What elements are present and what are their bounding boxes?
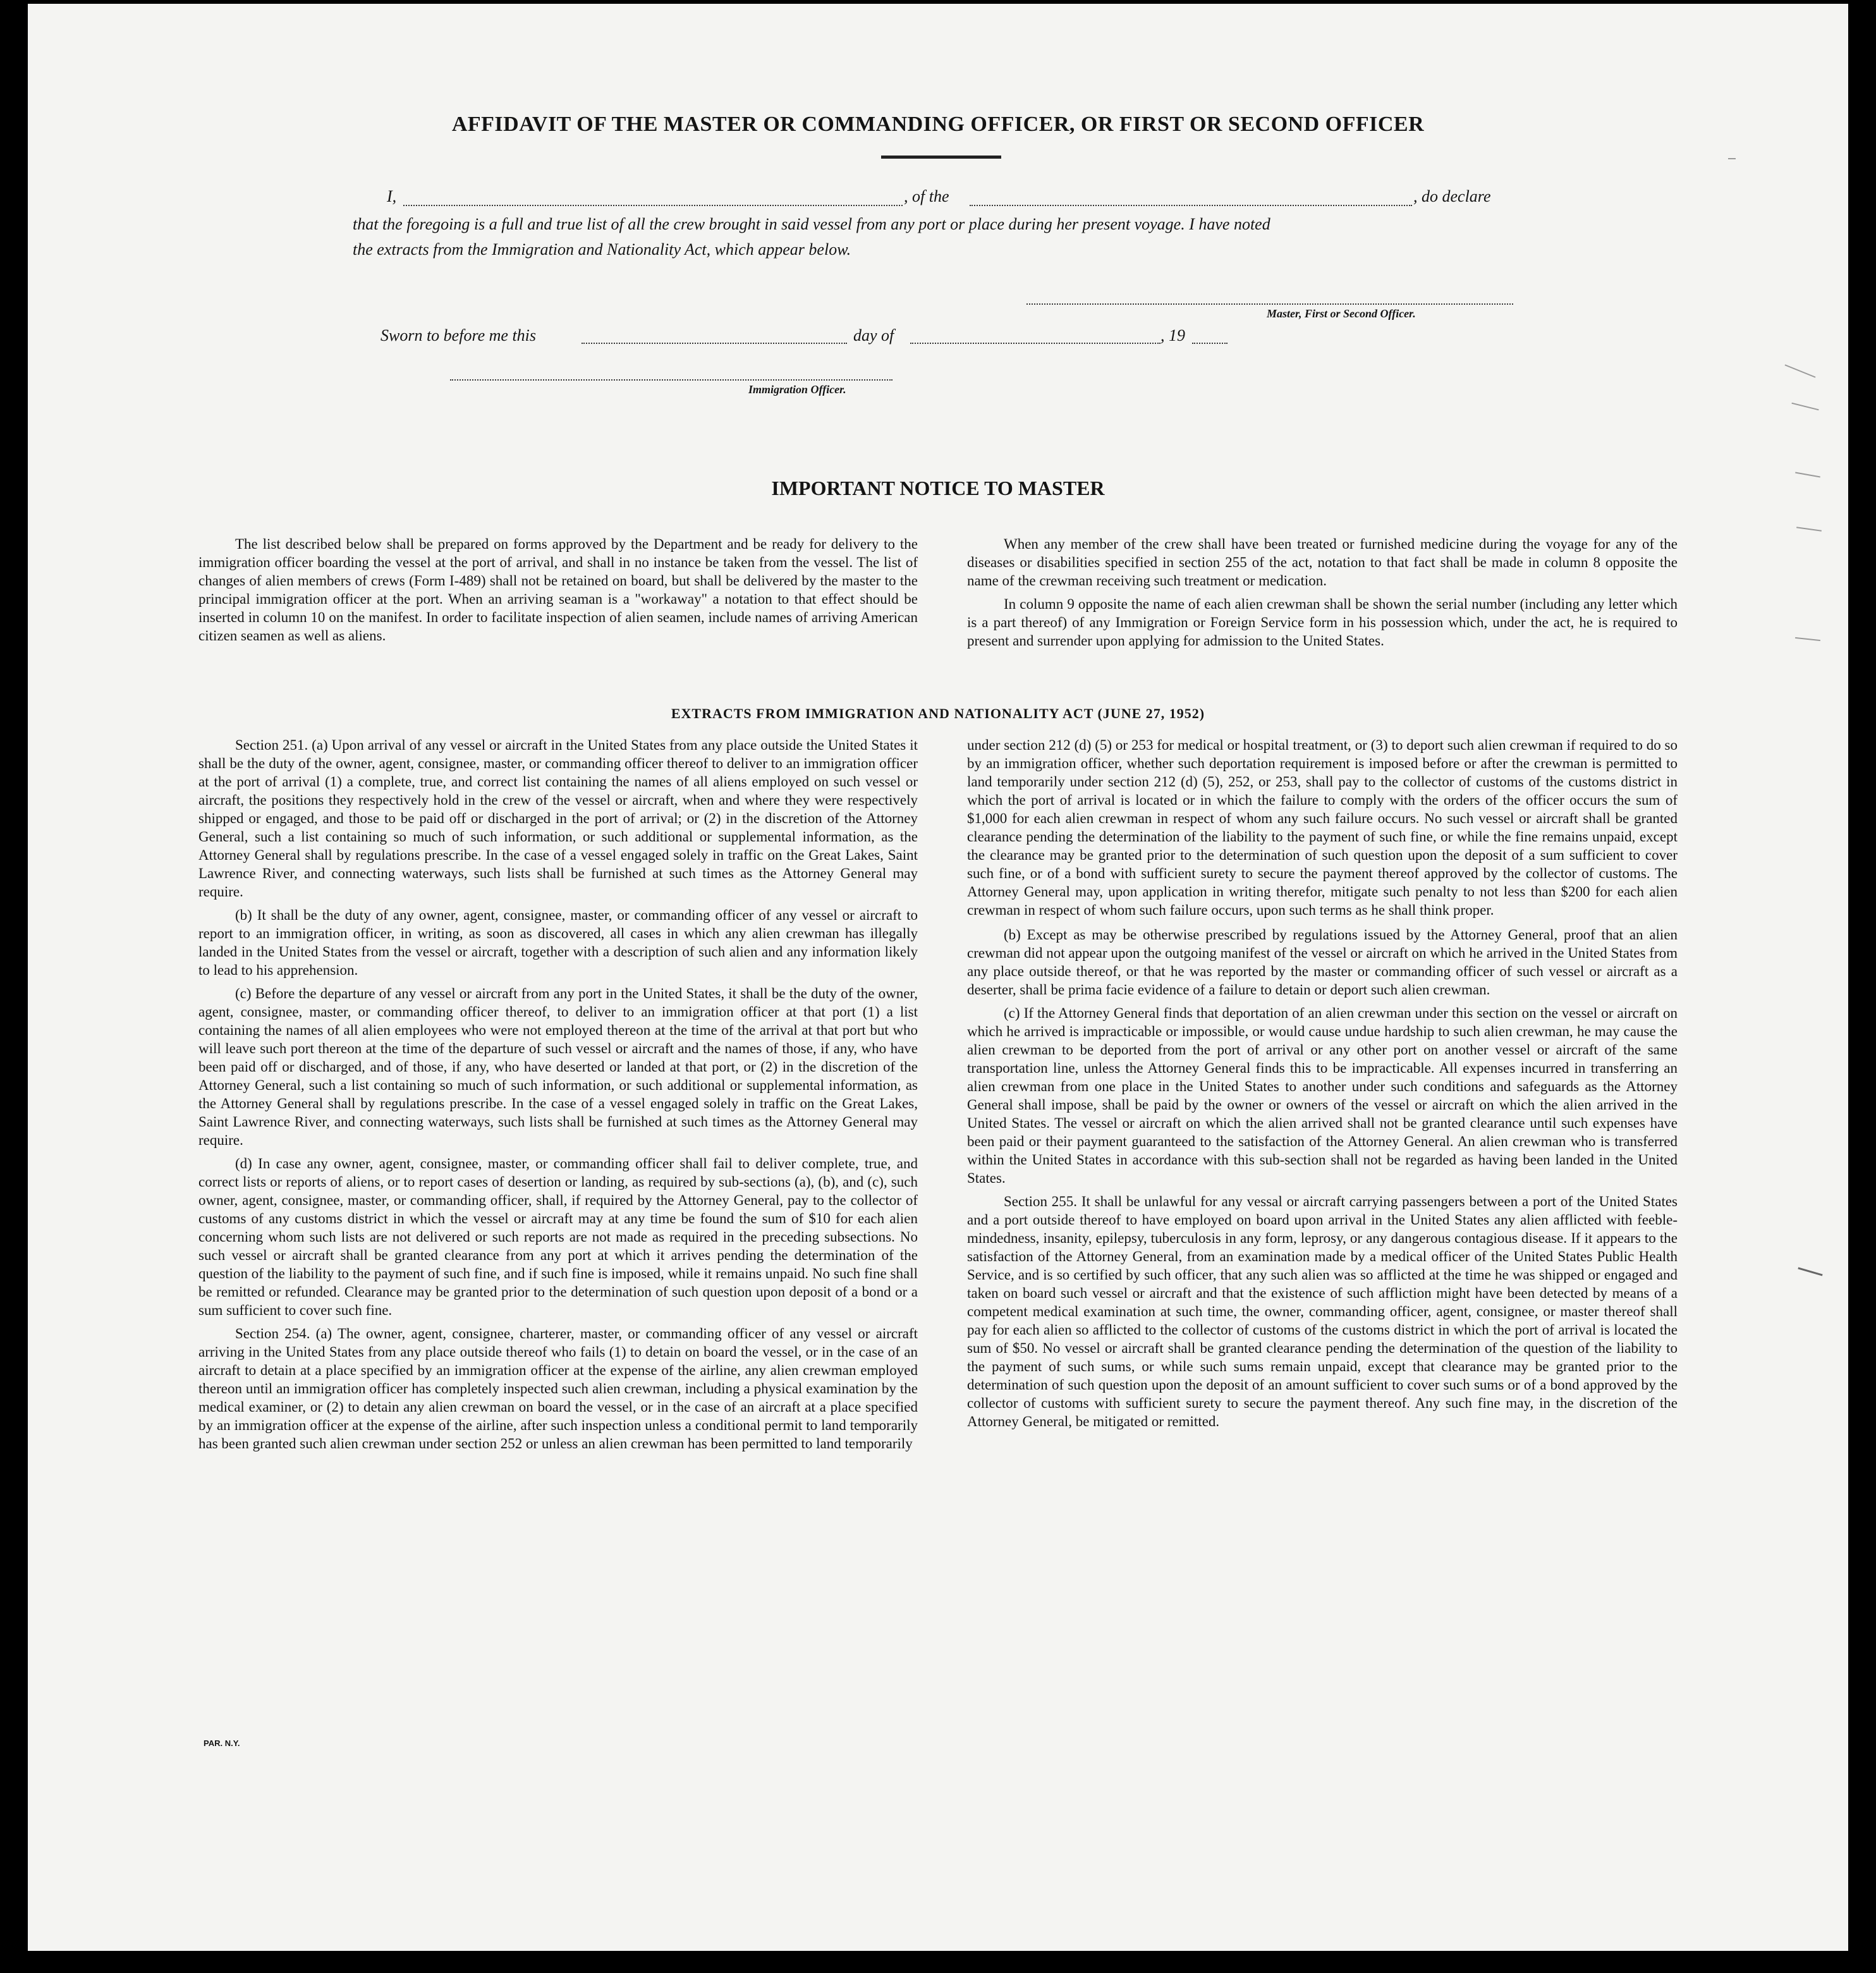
- notice-right-paragraph-1: When any member of the crew shall have been treated or furnished medicine during the voyage for any of the diseases or disabilities specified in section 255 of the act, notation to that fact shall be made in column 8 opposite the name of the crewman receiving such treatment or medication.: [967, 536, 1678, 589]
- scan-mark: [1795, 637, 1820, 641]
- officer-caption: Immigration Officer.: [748, 383, 846, 396]
- section-255: Section 255. It shall be unlawful for any vessal or aircraft carrying passengers between a port of the United States and a port outside thereof to have employed on board upon arrival in the United States any alien afflicted with feeble-mindedness, insanity, epilepsy, tuberculosis in any form, leprosy, or any dangerous contagious disease. If it appears to the satisfaction of the Attorney General, from an examination made by a medical officer of the United States Public Health Service, and is so certified by such officer, that any such alien was so afflicted at the time he was shipped or engaged and taken on board such vessel or aircraft and that the existence of such affliction might have been detected by means of a competent medical examination at such time, the owner, commanding officer, agent, consignee, or master thereof shall pay for each alien so afflicted to the collector of customs of the customs district in which the port of arrival is located the sum of $50. No vessel or aircraft shall be granted clearance pending the determination of the question of the liability to the payment of such sums, or while such sums remain unpaid, except that clearance may be granted prior to the determination of such question upon the deposit of an amount sufficient to cover such sums or of a bond approved by the collector of customs with sufficient surety to secure the payment thereof. Any such fine may, in the discretion of the Attorney General, be mitigated or remitted.: [967, 1194, 1678, 1429]
- master-signature-field[interactable]: [1026, 303, 1513, 305]
- declaration-line-2: the extracts from the Immigration and Nationality Act, which appear below.: [353, 240, 851, 259]
- section-251-d: (d) In case any owner, agent, consignee, master, or commanding officer shall fail to deliver complete, true, and correct lists or reports of aliens, or to report cases of desertion or landing, as required by sub-sections (a), (b), and (c), such owner, agent, consignee, master, or commanding officer, shall, if required by the Attorney General, pay to the collector of customs of any customs district in which the vessel or aircraft may at any time be found the sum of $10 for each alien concerning whom such lists are not delivered or such reports are not made as required in the preceding subsections. No such vessel or aircraft shall be granted clearance from any port at which it arrives pending the determination of the question of the liability to the payment of such fine, and if such fine is imposed, while it remains unpaid. No such fine shall be remitted or refunded. Clearance may be granted prior to the determination of such question upon deposit of a bond or a sum sufficient to cover such fine.: [198, 1156, 918, 1318]
- scan-mark: [1798, 1267, 1822, 1276]
- section-251-b: (b) It shall be the duty of any owner, agent, consignee, master, or commanding officer of any vessel or aircraft to report to an immigration officer, in writing, as soon as discovered, all cases in which any alien crewman has illegally landed in the United States from the vessel or aircraft, together with a description of such alien and any information likely to lead to his apprehension.: [198, 907, 918, 978]
- of-the-label: , of the: [904, 187, 949, 205]
- extracts-right-column: [967, 736, 1678, 1436]
- officer-signature-field[interactable]: [450, 379, 892, 381]
- section-251-c: (c) Before the departure of any vessel or aircraft from any port in the United States, it shall be the duty of the owner, agent, consignee, master, or commanding officer thereof, to deliver to an immigration officer at that port (1) a list containing the names of all alien employees who were not employed thereon at the time of the arrival at that port but who will leave such port thereon at the time of the departure of such vessel or aircraft and the names of those, if any, who have been paid off or discharged, and of those, if any, who have deserted or landed at that port, or (2) in the discretion of the Attorney General, such a list containing so much of such information, or such additional or supplemental information, as the Attorney General shall by regulations prescribe. In the case of a vessel engaged solely in traffic on the Great Lakes, Saint Lawrence River, and connecting waterways, such lists shall be furnished at such times as the Attorney General may require.: [198, 986, 918, 1148]
- extracts-title: EXTRACTS FROM IMMIGRATION AND NATIONALITY ACT (JUNE 27, 1952): [671, 706, 1205, 721]
- vessel-field[interactable]: [970, 205, 1412, 206]
- sworn-day-field[interactable]: [582, 343, 847, 344]
- scan-mark: [1791, 403, 1818, 411]
- notice-title: IMPORTANT NOTICE TO MASTER: [771, 477, 1105, 499]
- scan-mark: [1796, 527, 1822, 532]
- scan-mark: [1728, 158, 1736, 159]
- declaration-line-1: that the foregoing is a full and true list of all the crew brought in said vessel from any port or place during her present voyage. I have noted: [353, 215, 1270, 233]
- form-page: [28, 4, 1848, 1951]
- section-254-b: (b) Except as may be otherwise prescribed by regulations issued by the Attorney General, proof that an alien crewman did not appear upon the outgoing manifest of the vessel or aircraft on which he arrived in the United States from any place outside thereof, or that he was reported by the master or commanding officer of such vessel or aircraft as a deserter, shall be prima facie evidence of a failure to detain or deport such alien crewman.: [967, 927, 1678, 998]
- section-251-a: Section 251. (a) Upon arrival of any vessel or aircraft in the United States from any place outside the United States it shall be the duty of the owner, agent, consignee, master, or commanding officer thereof to deliver to an immigration officer at the port of arrival (1) a complete, true, and correct list containing the names of all aliens employed on such vessel or aircraft, the positions they respectively hold in the crew of the vessel or aircraft, when and where they were respectively shipped or engaged, and those to be paid off or discharged in the port of arrival; or (2) in the discretion of the Attorney General, such a list containing so much of such information, or such additional or supplemental information, as the Attorney General shall by regulations prescribe. In the case of a vessel engaged solely in traffic on the Great Lakes, Saint Lawrence River, and connecting waterways, such lists shall be furnished at such times as the Attorney General may require.: [198, 737, 918, 900]
- scan-mark: [1785, 364, 1816, 377]
- affidavit-title: AFFIDAVIT OF THE MASTER OR COMMANDING OFFICER, OR FIRST OR SECOND OFFICER: [451, 113, 1425, 136]
- year-label: , 19: [1160, 326, 1185, 345]
- section-254-a-continued: under section 212 (d) (5) or 253 for medical or hospital treatment, or (3) to deport such alien crewman if required to do so by an immigration officer, whether such deportation requirement is imposed before or after the crewman is permitted to land temporarily under section 212 (d) (5), 252, or 253, shall pay to the collector of customs of the customs district in which the port of arrival is located or in which the failure to comply with the orders of the officer occurs the sum of $1,000 for each alien crewman in respect of whom any such failure occurs. No such vessel or aircraft shall be granted clearance pending the determination of the liability to the payment of such fine, or while the fine remains unpaid, except the clearance may be granted prior to the determination of such question upon the deposit of a sum sufficient to cover such fine, or of a bond with sufficient surety to secure the payment thereof approved by the collector of customs. The Attorney General may, upon application in writing therefor, mitigate such penalty to not less than $200 for each alien crewman in respect of whom such failure occurs, upon such terms as he shall think proper.: [967, 737, 1678, 918]
- notice-left-paragraph: The list described below shall be prepared on forms approved by the Department and be ready for delivery to the immigration officer boarding the vessel at the port of arrival, and shall in no instance be taken from the vessel. The list of changes of alien members of crews (Form I-489) shall not be retained on board, but shall be delivered by the master to the principal immigration officer at the port. When an arriving seaman is a "workaway" a notation to that effect should be inserted in column 10 on the manifest. In order to facilitate inspection of alien seamen, include names of arriving American citizen seamen as well as aliens.: [198, 536, 918, 644]
- title-rule: [881, 156, 1001, 159]
- do-declare-label: , do declare: [1413, 187, 1491, 205]
- extracts-left-column: [198, 736, 918, 1458]
- i-label: I,: [387, 187, 397, 205]
- sworn-label: Sworn to before me this: [381, 326, 537, 345]
- sworn-month-field[interactable]: [910, 343, 1160, 344]
- master-caption: Master, First or Second Officer.: [1267, 307, 1416, 320]
- notice-right-paragraph-2: In column 9 opposite the name of each alien crewman shall be shown the serial number (including any letter which is a part thereof) of any Immigration or Foreign Service form in his possession which, under the act, he is required to present and surrender upon applying for admission to the United States.: [967, 596, 1678, 649]
- notice-right-column: [967, 535, 1678, 655]
- sworn-year-field[interactable]: [1192, 343, 1227, 344]
- section-254-a: Section 254. (a) The owner, agent, consignee, charterer, master, or commanding officer of any vessel or aircraft arriving in the United States from any place outside thereof who fails (1) to detain on board the vessel, or in the case of an aircraft to detain at a place specified by an immigration officer at the expense of the airline, any alien crewman employed thereon until an immigration officer has completely inspected such alien crewman, including a physical examination by the medical examiner, or (2) to detain any alien crewman on board the vessel, or in the case of an aircraft at a place specified by an immigration officer at the expense of the airline, after such inspection unless a conditional permit to land temporarily has been granted such alien crewman under section 252 or unless an alien crewman has been permitted to land temporarily: [198, 1326, 918, 1451]
- section-254-c: (c) If the Attorney General finds that deportation of an alien crewman under this section on the vessel or aircraft on which he arrived is impracticable or impossible, or would cause undue hardship to such alien crewman, he may cause the alien crewman to be deported from the port of arrival or any other port on another vessel or aircraft of the same transportation line, unless the Attorney General finds this to be impracticable. All expenses incurred in transferring an alien crewman from one place in the United States to another under such conditions and safeguards as the Attorney General shall impose, shall be paid by the owner or owners of the vessel or aircraft on which the alien arrived in the United States. The vessel or aircraft on which the alien arrived shall not be granted clearance until such expenses have been paid or their payment guaranteed to the satisfaction of the Attorney General. An alien crewman who is transferred within the United States in accordance with this sub-section shall not be regarded as having been landed in the United States.: [967, 1005, 1678, 1186]
- printer-mark: PAR. N.Y.: [204, 1738, 240, 1748]
- day-of-label: day of: [853, 326, 894, 345]
- notice-left-column: [198, 535, 918, 650]
- name-field[interactable]: [403, 205, 903, 206]
